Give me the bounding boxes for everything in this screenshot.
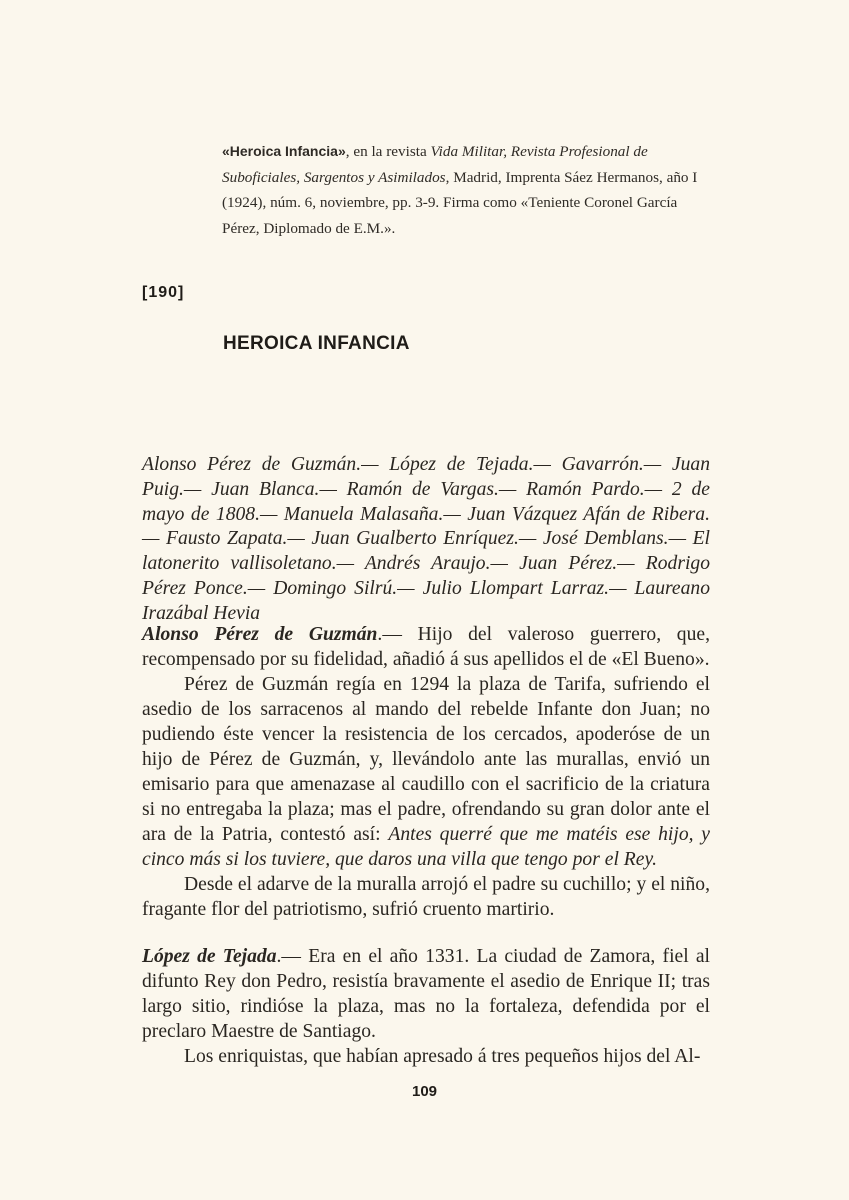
source-note-text-after: , Madrid, Imprenta Sáez Hermanos, año I (1924), núm. 6, noviembre, pp. 3-9. Firma como «Teniente Coronel García Pérez, Diplomado de E.M.». xyxy=(222,168,698,237)
section2-p1-text: .— Era en el año 1331. La ciudad de Zamora, fiel al difunto Rey don Pedro, resistía bravamente el asedio de Enrique II; tras largo sitio, rindióse la plaza, mas no la fortaleza, defendida por el preclaro Maestre de Santiago. xyxy=(142,946,711,1042)
section1-p2-quote: Antes querré que me matéis ese hijo, y cinco más si los tuviere, que daros una villa que tengo por el Rey. xyxy=(142,824,710,870)
page-title: HEROICA INFANCIA xyxy=(223,333,410,354)
document-number: [190] xyxy=(142,284,185,301)
source-note xyxy=(222,139,702,241)
section-alonso-perez-de-guzman xyxy=(142,622,710,922)
source-note-title: «Heroica Infancia» xyxy=(222,143,346,159)
section2-paragraph-2: Los enriquistas, que habían apresado á tres pequeños hijos del Al- xyxy=(184,1046,701,1067)
section1-paragraph-3: Desde el adarve de la muralla arrojó el padre su cuchillo; y el niño, fragante flor del patriotismo, sufrió cruento martirio. xyxy=(142,874,710,920)
page-number: 109 xyxy=(411,1083,438,1100)
section2-lead: López de Tejada xyxy=(142,946,277,967)
section-lopez-de-tejada xyxy=(142,944,710,1069)
section1-p2-text: Pérez de Guzmán regía en 1294 la plaza de Tarifa, sufriendo el asedio de los sarracenos al mando del rebelde Infante don Juan; no pudiendo éste vencer la resistencia de los cercados, apoderóse de un hijo de Pérez de Guzmán, y, llevándolo ante las murallas, envió un emisario para que amenazase al caudillo con el sacrificio de la criatura si no entregaba la plaza; mas el padre, ofrendando su gran dolor ante el ara de la Patria, contestó así: xyxy=(142,674,710,845)
source-note-journal: Vida Militar, Revista Profesional de Suboficiales, Sargentos y Asimilados xyxy=(222,143,648,186)
section1-lead: Alonso Pérez de Guzmán xyxy=(142,624,378,645)
section2-paragraph-1 xyxy=(142,944,710,1044)
section1-p1-text: .— Hijo del valeroso guerrero, que, recompensado por su fidelidad, añadió á sus apellidos el de «El Bueno». xyxy=(142,624,710,670)
chapter-summary: Alonso Pérez de Guzmán.— López de Tejada.— Gavarrón.— Juan Puig.— Juan Blanca.— Ramón de Vargas.— Ramón Pardo.— 2 de mayo de 1808.— Manuela Malasaña.— Juan Vázquez Afán de Ribera.— Fausto Zapata.— Juan Gualberto Enríquez.— José Demblans.— El latonerito vallisoletano.— Andrés Araujo.— Juan Pérez.— Rodrigo Pérez Ponce.— Domingo Silrú.— Julio Llompart Larraz.— Laureano Irazábal Hevia xyxy=(142,454,710,624)
source-note-text-before: , en la revista xyxy=(345,143,431,160)
section1-paragraph-2 xyxy=(142,672,710,872)
section1-paragraph-1 xyxy=(142,622,710,672)
